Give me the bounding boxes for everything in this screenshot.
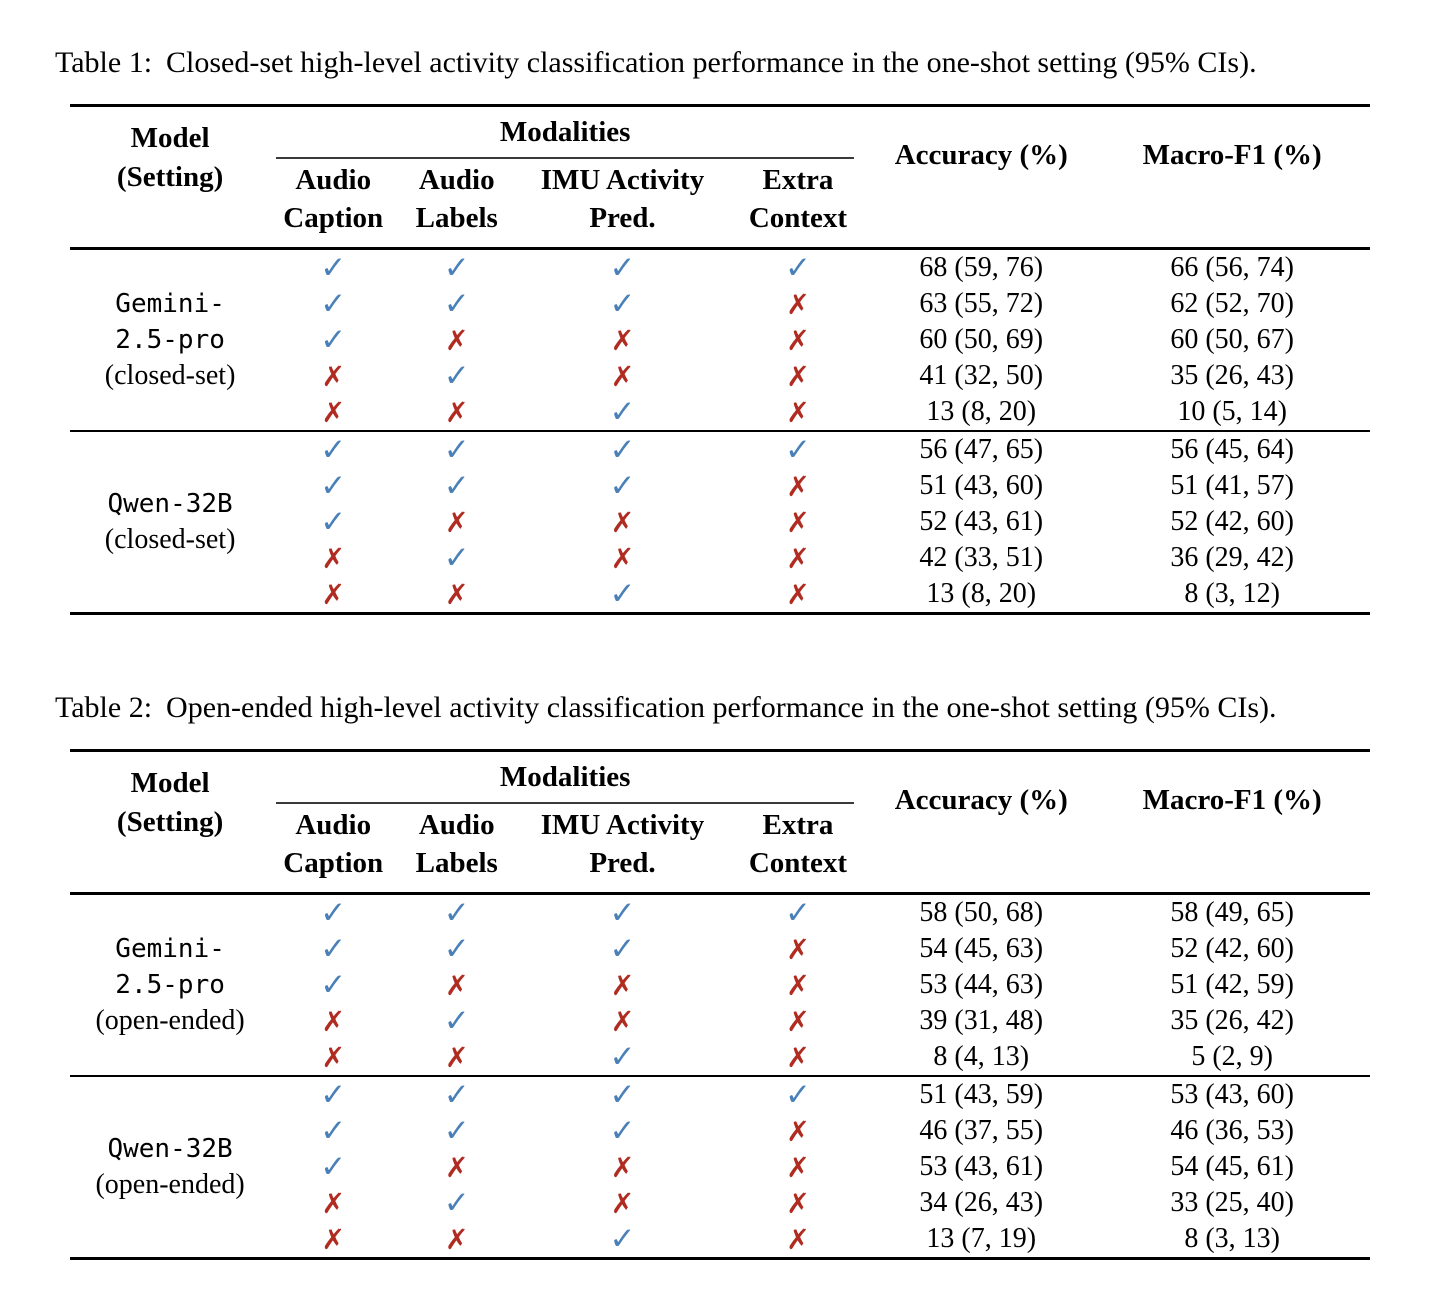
check-icon: ✓	[320, 1077, 347, 1113]
check-cell	[270, 1149, 396, 1185]
check-icon: ✓	[609, 394, 636, 430]
extra-context-header-line1: Extra	[762, 809, 834, 841]
check-cell	[270, 894, 396, 932]
check-cell	[728, 431, 868, 468]
check-cell	[396, 1076, 517, 1113]
check-icon: ✓	[320, 432, 347, 468]
model-setting-label	[70, 249, 270, 432]
check-icon: ✓	[320, 504, 347, 540]
check-cell	[396, 931, 517, 967]
check-cell	[270, 1113, 396, 1149]
cross-cell	[728, 967, 868, 1003]
check-icon: ✓	[443, 358, 470, 394]
cross-icon: ✗	[786, 359, 810, 393]
check-icon: ✓	[609, 1077, 636, 1113]
audio-labels-header	[396, 804, 517, 894]
check-cell	[728, 249, 868, 287]
accuracy-value: 13 (7, 19)	[926, 1223, 1037, 1254]
cross-icon: ✗	[444, 968, 469, 1002]
cross-cell	[270, 1185, 396, 1221]
extra-context-header	[728, 804, 868, 894]
model-name: Gemini-	[115, 289, 225, 319]
audio-caption-header	[270, 804, 396, 894]
check-cell	[396, 286, 517, 322]
check-icon: ✓	[320, 967, 347, 1003]
check-icon: ✓	[443, 1185, 470, 1221]
check-icon: ✓	[320, 895, 347, 931]
extra-context-header-line2: Context	[748, 202, 848, 234]
table1-caption-label: Table 1:	[55, 46, 153, 79]
cross-icon: ✗	[321, 1222, 345, 1256]
modalities-header	[270, 751, 868, 805]
check-icon: ✓	[609, 286, 636, 322]
check-icon: ✓	[443, 931, 470, 967]
accuracy-value: 46 (37, 55)	[919, 1115, 1044, 1146]
cross-icon: ✗	[444, 1040, 469, 1074]
cross-icon: ✗	[610, 541, 635, 575]
audio-labels-header	[396, 159, 517, 249]
model-header-line2: (Setting)	[116, 806, 224, 838]
model-name: 2.5-pro	[115, 325, 225, 355]
model-setting: (closed-set)	[104, 360, 236, 391]
cross-icon: ✗	[786, 505, 810, 539]
check-icon: ✓	[320, 1113, 347, 1149]
accuracy-value: 54 (45, 63)	[919, 933, 1044, 964]
macro-f1-value: 54 (45, 61)	[1170, 1151, 1294, 1182]
extra-context-header-line1: Extra	[762, 164, 834, 196]
accuracy-value: 68 (59, 76)	[919, 252, 1044, 283]
cross-icon: ✗	[786, 1040, 810, 1074]
accuracy-value: 41 (32, 50)	[919, 360, 1044, 391]
model-setting-label	[70, 1076, 270, 1259]
table1-caption-text: Closed-set high-level activity classification performance in the one-shot setting (95% CIs).	[166, 46, 1257, 79]
check-cell	[728, 894, 868, 932]
cross-cell	[728, 576, 868, 614]
check-icon: ✓	[609, 1039, 636, 1075]
check-cell	[270, 468, 396, 504]
cross-icon: ✗	[444, 1150, 469, 1184]
check-icon: ✓	[443, 468, 470, 504]
extra-context-header-line2: Context	[748, 847, 848, 879]
check-icon: ✓	[443, 250, 470, 286]
cross-icon: ✗	[610, 1186, 635, 1220]
check-cell	[270, 431, 396, 468]
cross-cell	[396, 504, 517, 540]
accuracy-value: 34 (26, 43)	[919, 1187, 1044, 1218]
model-setting: (open-ended)	[95, 1169, 245, 1200]
cross-icon: ✗	[786, 469, 810, 503]
imu-activity-header-line2: Pred.	[589, 847, 656, 879]
macro-f1-value: 53 (43, 60)	[1094, 1076, 1370, 1113]
macro-f1-header: Macro-F1 (%)	[1094, 106, 1370, 249]
cross-cell	[728, 1113, 868, 1149]
model-header-line2: (Setting)	[116, 161, 224, 193]
cross-cell	[728, 394, 868, 431]
check-cell	[396, 540, 517, 576]
audio-labels-header-line2: Labels	[415, 202, 498, 234]
cross-icon: ✗	[321, 1040, 345, 1074]
check-icon: ✓	[609, 1221, 636, 1257]
extra-context-header	[728, 159, 868, 249]
accuracy-value: 60 (50, 69)	[919, 324, 1044, 355]
check-icon: ✓	[443, 895, 470, 931]
imu-activity-header-line2: Pred.	[589, 202, 656, 234]
macro-f1-value: 52 (42, 60)	[1170, 506, 1294, 537]
check-cell	[396, 249, 517, 287]
macro-f1-value: 66 (56, 74)	[1170, 252, 1294, 283]
cross-cell	[396, 967, 517, 1003]
check-cell	[517, 286, 728, 322]
cross-cell	[517, 322, 728, 358]
check-cell	[517, 394, 728, 431]
table1-results	[70, 104, 1370, 615]
table-row	[70, 431, 1370, 468]
model-name: 2.5-pro	[115, 970, 225, 1000]
cross-cell	[517, 358, 728, 394]
check-cell	[517, 1039, 728, 1076]
table1-header	[70, 106, 1370, 249]
model-setting-header	[70, 106, 270, 249]
macro-f1-value: 5 (2, 9)	[1191, 1041, 1273, 1072]
model-header-line1: Model	[130, 767, 210, 799]
imu-activity-header	[517, 159, 728, 249]
check-icon: ✓	[784, 250, 811, 286]
imu-activity-header	[517, 804, 728, 894]
model-name: Qwen-32B	[107, 1134, 233, 1164]
cross-cell	[270, 394, 396, 431]
cross-icon: ✗	[786, 932, 810, 966]
check-cell	[396, 894, 517, 932]
cross-cell	[728, 1185, 868, 1221]
check-cell	[517, 431, 728, 468]
cross-icon: ✗	[786, 287, 810, 321]
cross-cell	[728, 931, 868, 967]
check-icon: ✓	[609, 576, 636, 612]
check-icon: ✓	[609, 250, 636, 286]
audio-caption-header-line1: Audio	[295, 164, 372, 196]
cross-icon: ✗	[786, 1222, 810, 1256]
table1-caption	[55, 44, 1400, 82]
check-cell	[396, 468, 517, 504]
accuracy-value: 56 (47, 65)	[868, 431, 1094, 468]
audio-caption-header-line2: Caption	[283, 847, 384, 879]
cross-icon: ✗	[610, 1150, 635, 1184]
cross-icon: ✗	[610, 359, 635, 393]
cross-icon: ✗	[321, 1004, 345, 1038]
table2-caption-text: Open-ended high-level activity classification performance in the one-shot setting (95% CIs).	[166, 691, 1277, 724]
cross-cell	[396, 1149, 517, 1185]
check-icon: ✓	[609, 895, 636, 931]
cross-icon: ✗	[444, 395, 469, 429]
macro-f1-value: 36 (29, 42)	[1170, 542, 1294, 573]
cross-icon: ✗	[610, 323, 635, 357]
audio-caption-header-line1: Audio	[295, 809, 372, 841]
cross-cell	[270, 1039, 396, 1076]
table-row	[70, 1076, 1370, 1113]
cross-cell	[728, 1149, 868, 1185]
cross-icon: ✗	[444, 505, 469, 539]
check-icon: ✓	[784, 1077, 811, 1113]
audio-caption-header-line2: Caption	[283, 202, 384, 234]
accuracy-value: 51 (43, 60)	[919, 470, 1044, 501]
macro-f1-value: 8 (3, 12)	[1184, 578, 1280, 609]
audio-labels-header-line2: Labels	[415, 847, 498, 879]
check-cell	[517, 576, 728, 614]
model-header-line1: Model	[130, 122, 210, 154]
accuracy-value: 63 (55, 72)	[919, 288, 1044, 319]
check-icon: ✓	[443, 1077, 470, 1113]
check-icon: ✓	[609, 432, 636, 468]
model-setting-header	[70, 751, 270, 894]
cross-icon: ✗	[786, 968, 810, 1002]
model-name: Gemini-	[115, 934, 225, 964]
check-icon: ✓	[320, 286, 347, 322]
check-icon: ✓	[320, 250, 347, 286]
cross-icon: ✗	[786, 541, 810, 575]
check-cell	[270, 1076, 396, 1113]
table1-body	[70, 249, 1370, 614]
cross-cell	[270, 358, 396, 394]
cross-icon: ✗	[444, 323, 469, 357]
model-setting: (closed-set)	[104, 524, 236, 555]
cross-icon: ✗	[610, 505, 635, 539]
cross-cell	[396, 576, 517, 614]
cross-cell	[270, 576, 396, 614]
model-setting-label	[70, 431, 270, 614]
cross-icon: ✗	[321, 577, 345, 611]
check-cell	[270, 504, 396, 540]
imu-activity-header-line1: IMU Activity	[540, 809, 705, 841]
check-cell	[396, 431, 517, 468]
macro-f1-value: 35 (26, 43)	[1170, 360, 1294, 391]
audio-caption-header	[270, 159, 396, 249]
table2-body	[70, 894, 1370, 1259]
check-cell	[270, 967, 396, 1003]
macro-f1-value: 51 (41, 57)	[1170, 470, 1294, 501]
cross-cell	[728, 540, 868, 576]
check-icon: ✓	[609, 468, 636, 504]
macro-f1-value: 46 (36, 53)	[1170, 1115, 1294, 1146]
check-icon: ✓	[443, 432, 470, 468]
check-icon: ✓	[320, 931, 347, 967]
macro-f1-value: 8 (3, 13)	[1184, 1223, 1280, 1254]
accuracy-value: 8 (4, 13)	[933, 1041, 1030, 1072]
cross-icon: ✗	[321, 395, 345, 429]
cross-cell	[728, 286, 868, 322]
check-icon: ✓	[609, 1113, 636, 1149]
check-cell	[517, 894, 728, 932]
cross-icon: ✗	[786, 1186, 810, 1220]
cross-icon: ✗	[786, 1004, 810, 1038]
cross-cell	[728, 1221, 868, 1259]
check-cell	[396, 1003, 517, 1039]
cross-cell	[396, 1221, 517, 1259]
accuracy-value: 39 (31, 48)	[919, 1005, 1044, 1036]
accuracy-value: 53 (43, 61)	[919, 1151, 1044, 1182]
check-icon: ✓	[320, 1149, 347, 1185]
check-cell	[517, 1113, 728, 1149]
accuracy-header: Accuracy (%)	[868, 751, 1094, 894]
cross-cell	[728, 1003, 868, 1039]
check-icon: ✓	[443, 286, 470, 322]
check-cell	[396, 1185, 517, 1221]
cross-cell	[270, 540, 396, 576]
cross-cell	[728, 322, 868, 358]
accuracy-value: 53 (44, 63)	[919, 969, 1044, 1000]
check-icon: ✓	[443, 1003, 470, 1039]
cross-icon: ✗	[786, 395, 810, 429]
cross-cell	[517, 967, 728, 1003]
check-cell	[517, 931, 728, 967]
cross-icon: ✗	[321, 1186, 345, 1220]
check-cell	[270, 322, 396, 358]
model-setting-label	[70, 894, 270, 1077]
check-cell	[517, 1076, 728, 1113]
modalities-header	[270, 106, 868, 160]
check-cell	[396, 358, 517, 394]
table-row	[70, 249, 1370, 287]
macro-f1-value: 60 (50, 67)	[1170, 324, 1294, 355]
table2-header	[70, 751, 1370, 894]
check-cell	[517, 1221, 728, 1259]
cross-icon: ✗	[444, 1222, 469, 1256]
check-icon: ✓	[320, 322, 347, 358]
audio-labels-header-line1: Audio	[418, 809, 495, 841]
cross-cell	[517, 1149, 728, 1185]
macro-f1-value: 58 (49, 65)	[1170, 897, 1294, 928]
audio-labels-header-line1: Audio	[418, 164, 495, 196]
cross-icon: ✗	[610, 1004, 635, 1038]
cross-cell	[396, 1039, 517, 1076]
cross-cell	[396, 394, 517, 431]
check-cell	[270, 286, 396, 322]
accuracy-value: 58 (50, 68)	[919, 897, 1044, 928]
macro-f1-value: 51 (42, 59)	[1170, 969, 1294, 1000]
cross-cell	[517, 1003, 728, 1039]
macro-f1-header: Macro-F1 (%)	[1094, 751, 1370, 894]
cross-cell	[728, 358, 868, 394]
accuracy-value: 51 (43, 59)	[868, 1076, 1094, 1113]
cross-icon: ✗	[786, 577, 810, 611]
macro-f1-value: 33 (25, 40)	[1170, 1187, 1294, 1218]
cross-cell	[270, 1221, 396, 1259]
cross-cell	[728, 468, 868, 504]
check-icon: ✓	[784, 432, 811, 468]
cross-cell	[517, 1185, 728, 1221]
check-icon: ✓	[320, 468, 347, 504]
table2-caption-label: Table 2:	[55, 691, 153, 724]
table-row	[70, 894, 1370, 932]
cross-icon: ✗	[321, 359, 345, 393]
cross-icon: ✗	[321, 541, 345, 575]
check-icon: ✓	[443, 540, 470, 576]
cross-cell	[270, 1003, 396, 1039]
accuracy-header: Accuracy (%)	[868, 106, 1094, 249]
cross-cell	[396, 322, 517, 358]
macro-f1-value: 56 (45, 64)	[1094, 431, 1370, 468]
table2-results	[70, 749, 1370, 1260]
check-cell	[270, 931, 396, 967]
cross-icon: ✗	[786, 1150, 810, 1184]
macro-f1-value: 10 (5, 14)	[1177, 396, 1287, 427]
macro-f1-value: 62 (52, 70)	[1170, 288, 1294, 319]
model-setting: (open-ended)	[95, 1005, 245, 1036]
modalities-header-label: Modalities	[276, 113, 854, 159]
accuracy-value: 52 (43, 61)	[919, 506, 1044, 537]
cross-cell	[517, 540, 728, 576]
cross-cell	[728, 1039, 868, 1076]
check-icon: ✓	[609, 931, 636, 967]
check-cell	[517, 468, 728, 504]
macro-f1-value: 35 (26, 42)	[1170, 1005, 1294, 1036]
check-cell	[517, 249, 728, 287]
macro-f1-value: 52 (42, 60)	[1170, 933, 1294, 964]
cross-icon: ✗	[610, 968, 635, 1002]
accuracy-value: 13 (8, 20)	[926, 396, 1037, 427]
accuracy-value: 13 (8, 20)	[926, 578, 1037, 609]
imu-activity-header-line1: IMU Activity	[540, 164, 705, 196]
cross-cell	[517, 504, 728, 540]
model-name: Qwen-32B	[107, 489, 233, 519]
check-cell	[270, 249, 396, 287]
cross-icon: ✗	[786, 323, 810, 357]
check-cell	[396, 1113, 517, 1149]
table2-caption	[55, 689, 1400, 727]
check-icon: ✓	[784, 895, 811, 931]
check-icon: ✓	[443, 1113, 470, 1149]
cross-icon: ✗	[786, 1114, 810, 1148]
cross-icon: ✗	[444, 577, 469, 611]
check-cell	[728, 1076, 868, 1113]
accuracy-value: 42 (33, 51)	[919, 542, 1044, 573]
cross-cell	[728, 504, 868, 540]
modalities-header-label: Modalities	[276, 758, 854, 804]
